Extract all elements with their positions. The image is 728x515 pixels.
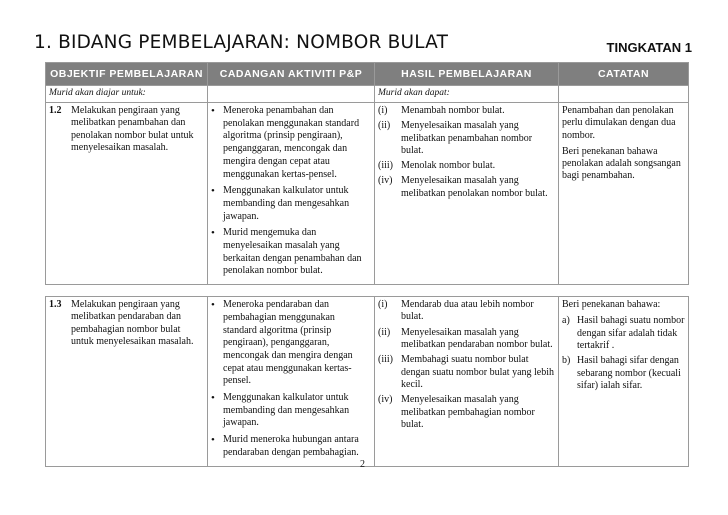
list-item: • Meneroka pendaraban dan pembahagian menggunakan standard algoritma (prinsip pengiraan), penganggaran, mencongak dan mengira dengan cepat atau menggunakan kertas-pensel.: [211, 299, 353, 387]
outcomes-cell: [375, 103, 559, 285]
notes-cell: [559, 297, 689, 466]
activities-subheader: [208, 86, 375, 103]
list-item: (iii) Membahagi suatu nombor bulat dengan suatu nombor bulat yang lebih kecil.: [378, 354, 555, 390]
table-header-row: [46, 63, 689, 86]
list-item: (i) Menambah nombor bulat.: [378, 105, 505, 116]
list-item: (ii) Menyelesaikan masalah yang melibatkan penambahan nombor bulat.: [378, 120, 533, 156]
form-level: TINGKATAN 1: [606, 40, 692, 55]
note-text: Penambahan dan penolakan perlu dimulakan dengan dua nombor.: [562, 105, 676, 141]
objective-cell: [46, 103, 208, 285]
list-item: • Menggunakan kalkulator untuk membanding dan mengesahkan jawapan.: [211, 185, 350, 222]
list-item: (ii) Menyelesaikan masalah yang melibatkan pendaraban nombor bulat.: [378, 326, 553, 351]
col-activities: CADANGAN AKTIVITI P&P: [208, 63, 375, 86]
page-title: 1. BIDANG PEMBELAJARAN: NOMBOR BULAT: [34, 32, 449, 53]
list-item: b) Hasil bahagi sifar dengan sebarang nombor (kecuali sifar) ialah sifar.: [562, 355, 681, 391]
table-row: [46, 297, 689, 466]
activities-cell: [208, 103, 375, 285]
page-number: 2: [360, 459, 365, 470]
bullet-icon: •: [211, 185, 215, 198]
subheader-row: [46, 86, 689, 103]
bullet-icon: •: [211, 227, 215, 240]
list-item: • Menggunakan kalkulator untuk membanding dan mengesahkan jawapan.: [211, 392, 350, 429]
list-item: • Murid mengemuka dan menyelesaikan masalah yang berkaitan dengan penambahan dan penolakan nombor bulat.: [211, 227, 362, 277]
table-row: [46, 103, 689, 285]
objective-text: Melakukan pengiraan yang melibatkan pendaraban dan pembahagian nombor bulat untuk menyelesaikan masalah.: [71, 299, 194, 348]
col-notes: CATATAN: [559, 63, 689, 86]
objective-text: Melakukan pengiraan yang melibatkan penambahan dan penolakan nombor bulat untuk menyelesaikan masalah.: [71, 105, 194, 153]
bullet-icon: •: [211, 299, 215, 312]
notes-cell: [559, 103, 689, 285]
objective-number: 1.2: [49, 105, 62, 116]
list-item: • Meneroka penambahan dan penolakan menggunakan standard algoritma (prinsip pengiraan), penganggaran, mencongak dan mengira dengan cepat atau menggunakan kertas-pensel.: [211, 105, 360, 180]
col-outcomes: HASIL PEMBELAJARAN: [375, 63, 559, 86]
note-text: Beri penekanan bahawa penolakan adalah songsangan bagi penambahan.: [562, 145, 681, 182]
list-item: a) Hasil bahagi suatu nombor dengan sifar adalah tidak tertakrif .: [562, 315, 685, 352]
list-item: • Murid meneroka hubungan antara pendaraban dengan pembahagian.: [211, 434, 359, 458]
syllabus-table: [45, 62, 689, 467]
list-item: (iv) Menyelesaikan masalah yang melibatkan pembahagian nombor bulat.: [378, 394, 535, 430]
col-objective: OBJEKTIF PEMBELAJARAN: [46, 63, 208, 86]
list-item: (i) Mendarab dua atau lebih nombor bulat.: [378, 299, 534, 323]
bullet-icon: •: [211, 434, 215, 447]
outcomes-cell: [375, 297, 559, 466]
notes-subheader: [559, 86, 689, 103]
list-item: (iii) Menolak nombor bulat.: [378, 160, 496, 172]
objective-subheader: Murid akan diajar untuk:: [46, 86, 208, 103]
objective-number: 1.3: [49, 299, 62, 311]
bullet-icon: •: [211, 105, 215, 117]
list-item: (iv) Menyelesaikan masalah yang melibatkan penolakan nombor bulat.: [378, 175, 548, 199]
objective-cell: [46, 297, 208, 466]
note-text: Beri penekanan bahawa:: [562, 299, 661, 311]
row-spacer: [46, 285, 689, 297]
bullet-icon: •: [211, 392, 215, 405]
outcome-subheader: Murid akan dapat:: [375, 86, 559, 103]
activities-cell: [208, 297, 375, 466]
